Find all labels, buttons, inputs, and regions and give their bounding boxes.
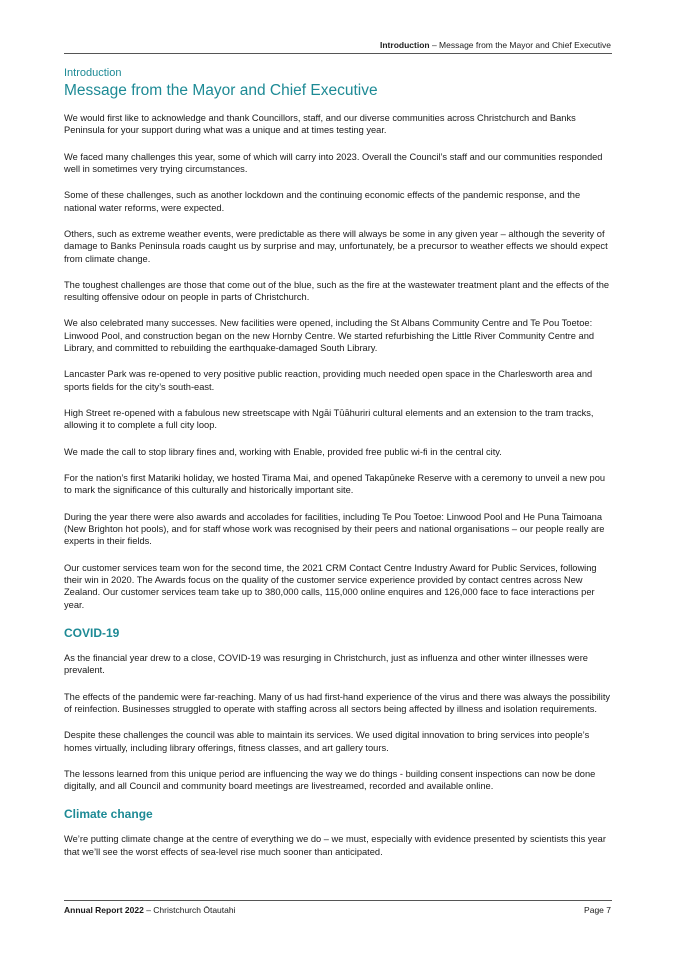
running-footer	[64, 905, 235, 915]
section-heading-climate: Climate change	[64, 807, 153, 822]
body-paragraph: The effects of the pandemic were far-reaching. Many of us had first-hand experience of the virus and there was always the possibility of reinfection. Businesses struggled to operate with staffing across all sectors being affected by illness and isolation requirements.	[64, 691, 611, 714]
footer-separator: –	[143, 905, 154, 915]
body-paragraph: Others, such as extreme weather events, were predictable as there will always be some in any given year – although the severity of damage to Banks Peninsula roads caught us by surprise and may, unfortunately, be a precursor to weather effects we should expect from climate change.	[64, 228, 608, 264]
body-paragraph: As the financial year drew to a close, COVID-19 was resurging in Christchurch, just as influenza and other winter illnesses were prevalent.	[64, 652, 588, 676]
body-paragraph: For the nation’s first Matariki holiday, we hosted Tirama Mai, and opened Takapūneke Reserve with a ceremony to unveil a new pou to mark the significance of this culturally and historically important site.	[64, 472, 606, 496]
running-header-subtitle: Message from the Mayor and Chief Executive	[439, 40, 611, 50]
body-paragraph: During the year there were also awards and accolades for facilities, including Te Pou Toetoe: Linwood Pool and He Puna Taimoana (New Brighton hot pools), and for staff whose work was recognised by their peers and national organisations – our people really are experts in their fields.	[64, 511, 605, 547]
body-paragraph: We would first like to acknowledge and thank Councillors, staff, and our diverse communities across Christchurch and Banks Peninsula for your support during what was a unique and at times testing year.	[64, 113, 576, 136]
body-paragraph: The lessons learned from this unique period are influencing the way we do things - building consent inspections can now be done digitally, and all Council and community board meetings are livestreamed, recorded and available online.	[64, 768, 596, 792]
section-heading-covid: COVID-19	[64, 625, 120, 640]
header-divider	[64, 53, 612, 54]
body-paragraph: The toughest challenges are those that come out of the blue, such as the fire at the wastewater treatment plant and the effects of the resulting offensive odour on people in parts of Christchurch.	[64, 279, 610, 303]
page-title: Message from the Mayor and Chief Executive	[64, 82, 378, 99]
page-number: Page 7	[584, 905, 611, 915]
main-content	[64, 66, 612, 872]
footer-divider	[64, 900, 612, 901]
running-header-section: Introduction	[380, 40, 430, 50]
body-paragraph: Our customer services team won for the second time, the 2021 CRM Contact Centre Industry Award for Public Services, following their win in 2020. The Awards focus on the quality of the customer service experience provided by contact centres across New Zealand. Our customer services team take up to 380,000 calls, 115,000 online enquires and 126,000 face to face interactions per year.	[64, 562, 597, 610]
footer-report-title: Annual Report 2022	[64, 905, 144, 915]
body-paragraph: Some of these challenges, such as another lockdown and the continuing economic effects of the pandemic response, and the national water reforms, were expected.	[64, 190, 581, 213]
body-paragraph: We’re putting climate change at the centre of everything we do – we must, especially with evidence presented by scientists this year that we’ll see the worst effects of sea-level rise much sooner than anticipated.	[64, 834, 606, 857]
body-paragraph: We also celebrated many successes. New facilities were opened, including the St Albans Community Centre and Te Pou Toetoe: Linwood Pool, and construction began on the new Hornby Centre. We started refurbishing the Little River Community Centre and Library, and committed to rebuilding the earthquake-damaged South Library.	[64, 318, 595, 354]
body-paragraph: Despite these challenges the council was able to maintain its services. We used digital innovation to bring services into people’s homes virtually, including library offerings, fitness classes, and art gallery tours.	[64, 730, 590, 753]
section-kicker: Introduction	[64, 67, 122, 79]
footer-place: Christchurch Ōtautahi	[153, 905, 236, 915]
body-paragraph: Lancaster Park was re-opened to very positive public reaction, providing much needed open space in the Charlesworth area and sports fields for the city’s south-east.	[64, 369, 593, 392]
body-paragraph: High Street re-opened with a fabulous new streetscape with Ngāi Tūāhuriri cultural elements and an extension to the tram tracks, allowing it to complete a full city loop.	[64, 408, 594, 431]
body-paragraph: We made the call to stop library fines and, working with Enable, provided free public wi-fi in the central city.	[64, 446, 502, 457]
running-header	[380, 40, 611, 50]
running-header-separator: –	[429, 40, 440, 50]
body-paragraph: We faced many challenges this year, some of which will carry into 2023. Overall the Council’s staff and our communities responded well in sometimes very trying circumstances.	[64, 151, 603, 175]
